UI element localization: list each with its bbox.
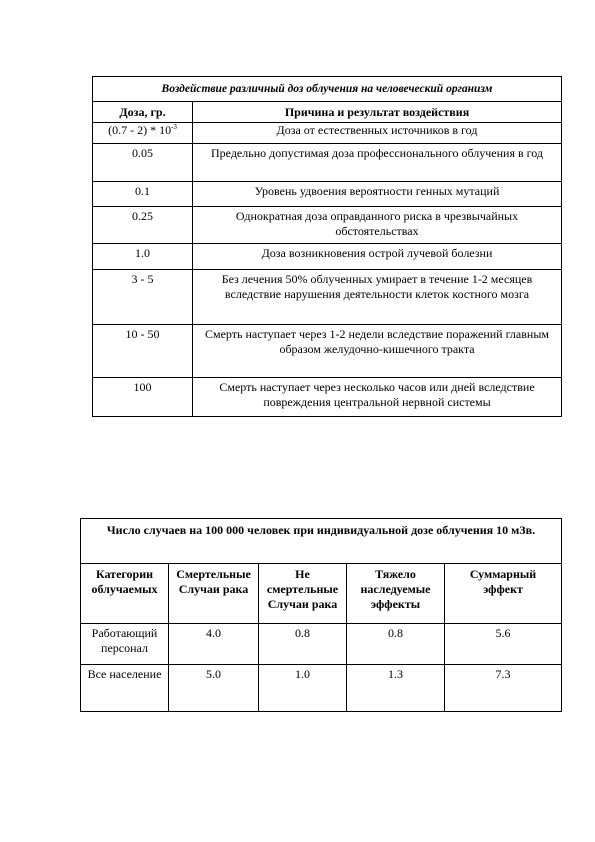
dose-cell: 10 - 50: [93, 325, 193, 378]
dose-cell: 100: [93, 378, 193, 417]
value-cell: 1.0: [259, 665, 347, 712]
dose-cell: 0.25: [93, 207, 193, 244]
table-row: [93, 207, 562, 244]
table-row: [81, 665, 562, 712]
effect-cell: Доза возникновения острой лучевой болезни: [193, 244, 562, 270]
effect-cell: Без лечения 50% облученных умирает в течение 1-2 месяцев вследствие нарушения деятельности клеток костного мозга: [193, 270, 562, 325]
value-cell: 4.0: [169, 624, 259, 665]
table-row: [93, 123, 562, 144]
header-hereditary-effects: Тяжело наследуемые эффекты: [347, 564, 445, 624]
effect-cell: Смерть наступает через 1-2 недели вследствие поражений главным образом желудочно-кишечного тракта: [193, 325, 562, 378]
header-nonfatal-cancer: Не смертельные Случаи рака: [259, 564, 347, 624]
dose-cell: 0.1: [93, 182, 193, 207]
value-cell: 7.3: [445, 665, 562, 712]
dose-cell: 3 - 5: [93, 270, 193, 325]
table-row: [93, 270, 562, 325]
effect-cell: Уровень удвоения вероятности генных мутаций: [193, 182, 562, 207]
category-cell: Работающий персонал: [81, 624, 169, 665]
dose-cell: 1.0: [93, 244, 193, 270]
table-caption: Воздействие различный доз облучения на человеческий организм: [93, 77, 562, 102]
dose-exponent: -3: [171, 123, 177, 131]
effect-cell: Доза от естественных источников в год: [193, 123, 562, 144]
effect-cell: Предельно допустимая доза профессионального облучения в год: [193, 144, 562, 182]
table-caption-row: [81, 519, 562, 564]
value-cell: 0.8: [259, 624, 347, 665]
header-effect: Причина и результат воздействия: [193, 102, 562, 123]
value-cell: 5.0: [169, 665, 259, 712]
dose-cell: [93, 123, 193, 144]
table-row: [81, 624, 562, 665]
header-fatal-cancer: Смертельные Случаи рака: [169, 564, 259, 624]
dose-cell: 0.05: [93, 144, 193, 182]
table-header-row: [81, 564, 562, 624]
table-row: [93, 244, 562, 270]
value-cell: 0.8: [347, 624, 445, 665]
value-cell: 1.3: [347, 665, 445, 712]
table-row: [93, 378, 562, 417]
table-header-row: [93, 102, 562, 123]
table-caption: Число случаев на 100 000 человек при индивидуальной дозе облучения 10 мЗв.: [81, 519, 562, 564]
table-row: [93, 182, 562, 207]
effect-cell: Однократная доза оправданного риска в чрезвычайных обстоятельствах: [193, 207, 562, 244]
header-total-effect: Суммарный эффект: [445, 564, 562, 624]
table-row: [93, 325, 562, 378]
dose-base: (0.7 - 2) * 10: [108, 123, 172, 137]
dose-effects-table: [92, 76, 562, 417]
cancer-cases-table: [80, 518, 562, 712]
category-cell: Все население: [81, 665, 169, 712]
effect-cell: Смерть наступает через несколько часов или дней вследствие повреждения центральной нервной системы: [193, 378, 562, 417]
value-cell: 5.6: [445, 624, 562, 665]
header-category: Категории облучаемых: [81, 564, 169, 624]
table-row: [93, 144, 562, 182]
header-dose: Доза, гр.: [93, 102, 193, 123]
table-caption-row: [93, 77, 562, 102]
